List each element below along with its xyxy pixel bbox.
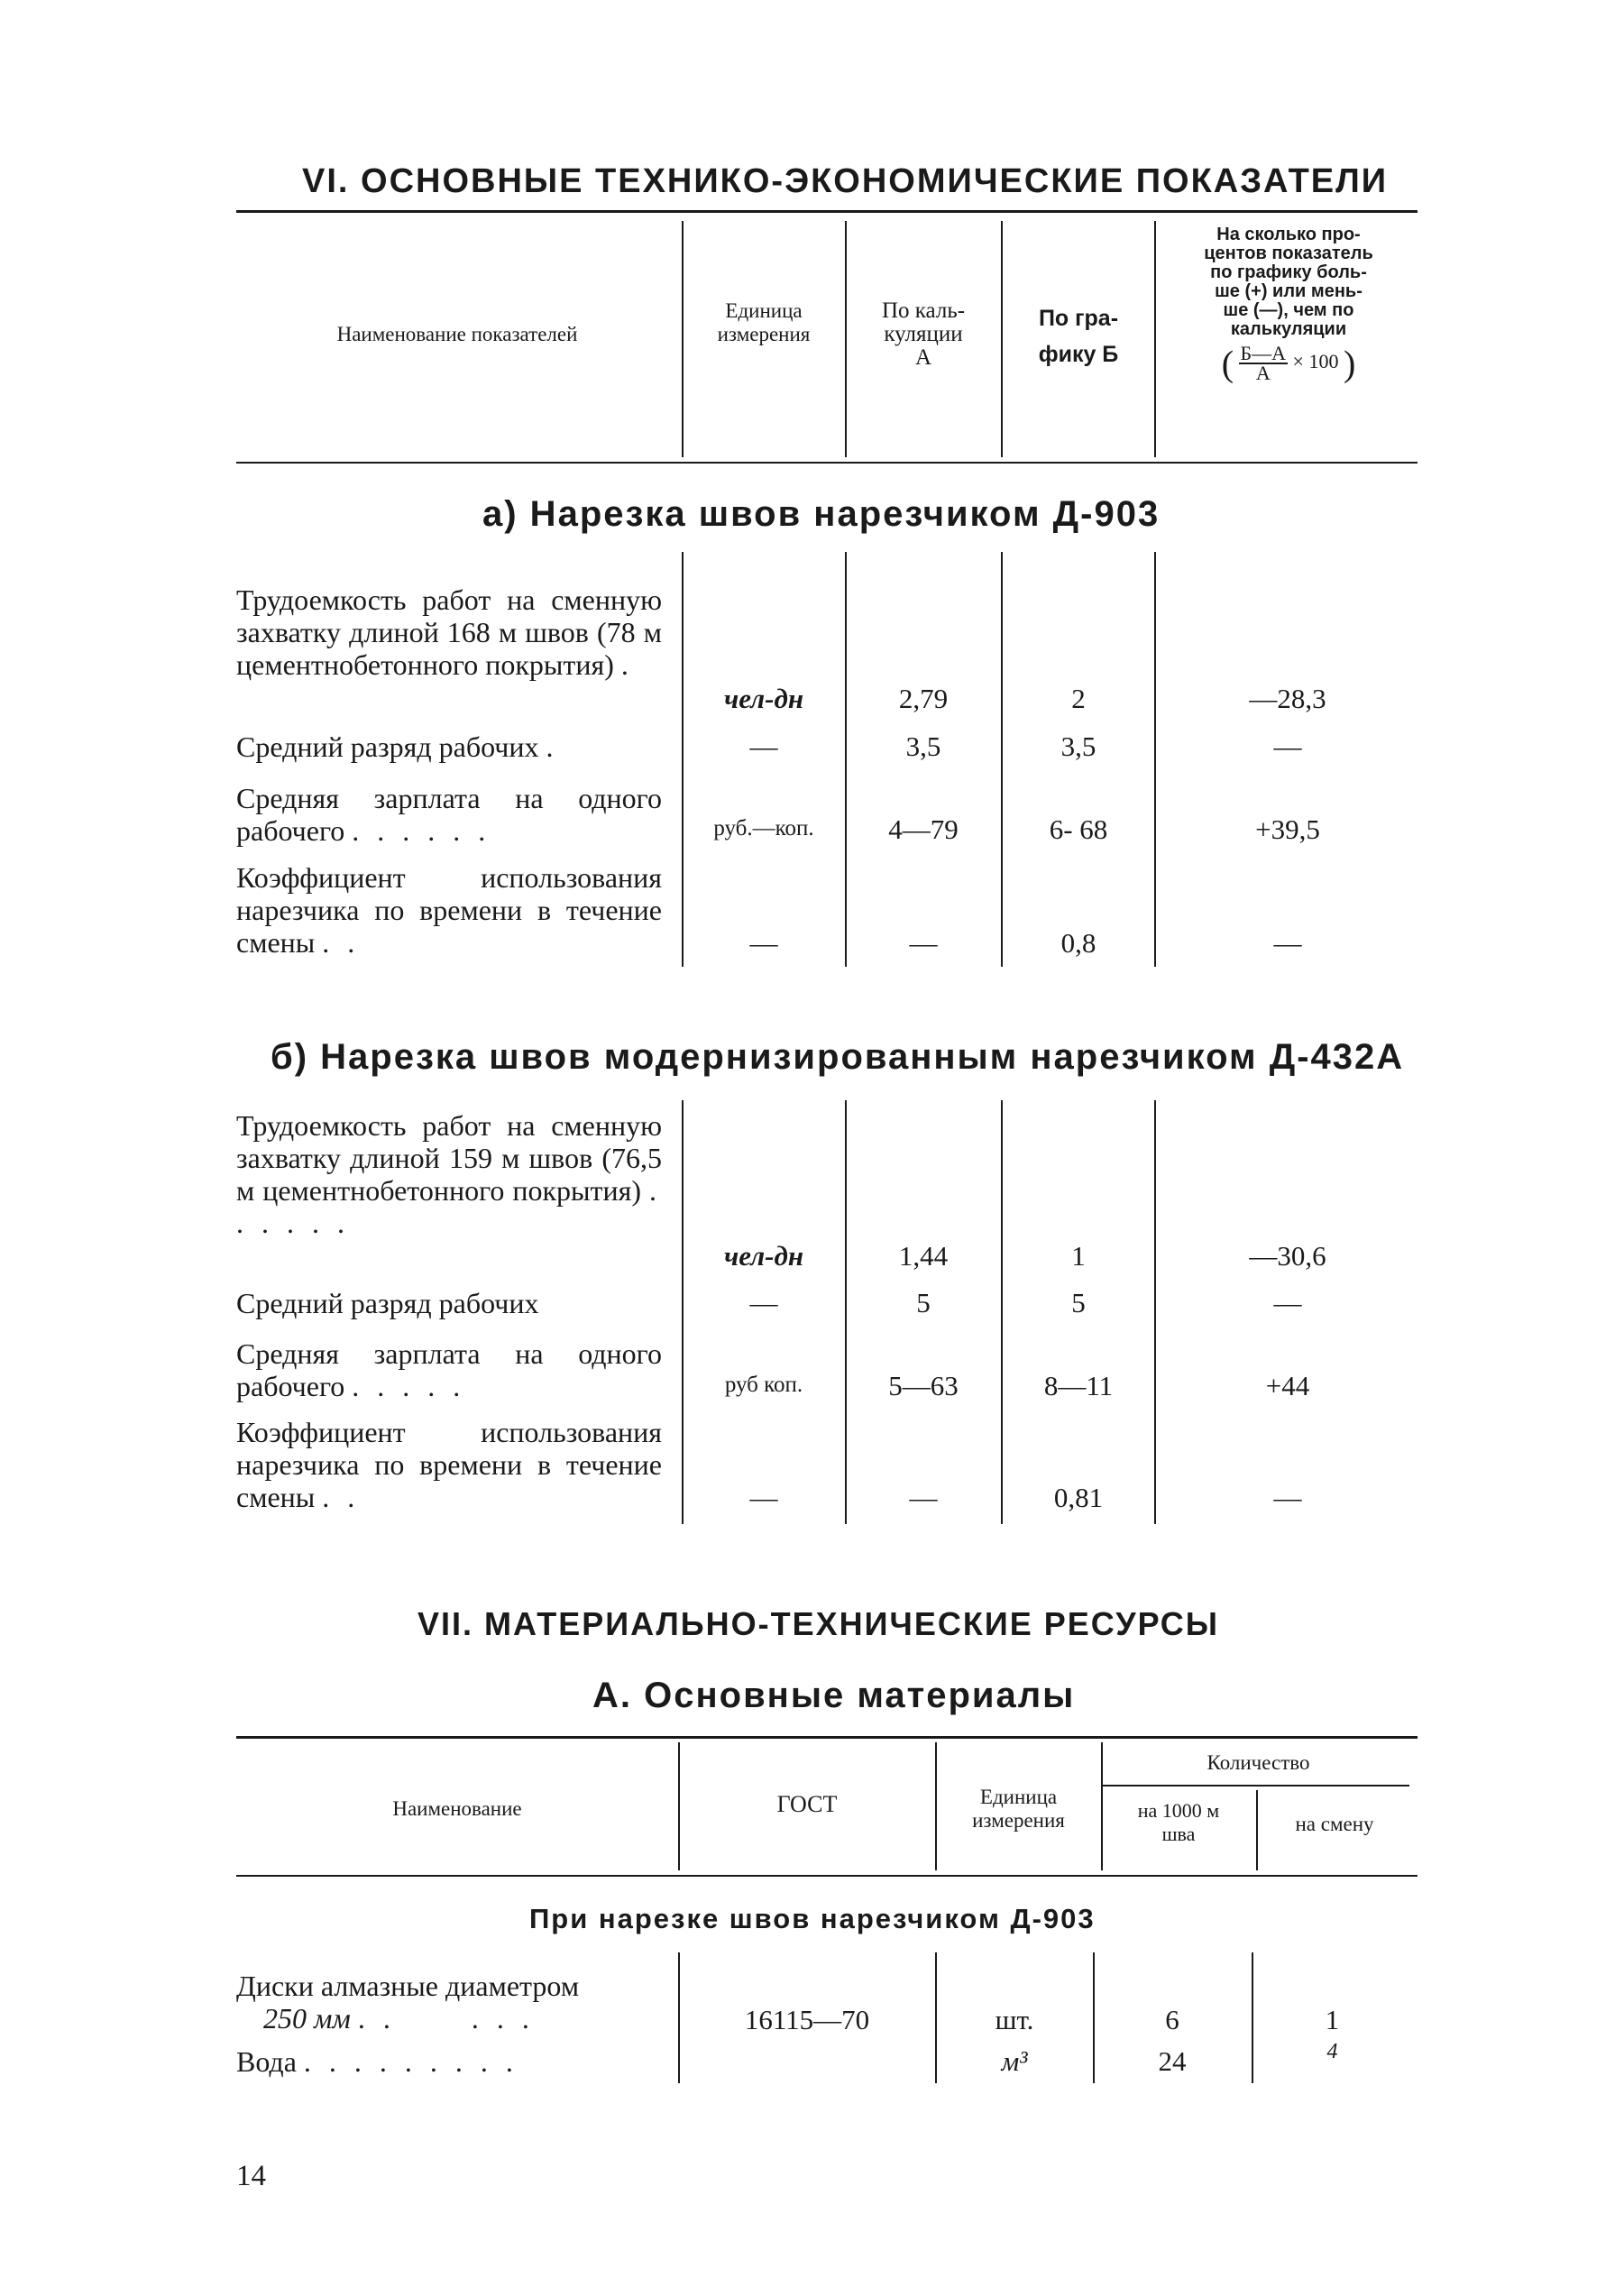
cell-calc: 5	[916, 1287, 931, 1318]
header-calc: По каль- куляции А	[881, 299, 966, 370]
header-gost: ГОСТ	[776, 1791, 838, 1817]
cell-graph: 1	[1071, 1240, 1086, 1272]
cell-calc: 3,5	[905, 730, 941, 762]
cell-gost: 16115—70	[744, 2004, 870, 2035]
table-top-rule	[236, 210, 1418, 213]
table-row: Средний разряд рабочих	[236, 1287, 539, 1319]
quantity-sub-rule	[1103, 1785, 1409, 1787]
table-top-rule	[236, 1736, 1418, 1739]
cell-calc: 4—79	[888, 813, 959, 845]
cell-graph: 5	[1071, 1287, 1086, 1318]
table-row: Коэффициент использования нарезчика по времени в течение смены . .	[236, 1416, 662, 1513]
cell-graph: 2	[1071, 683, 1086, 714]
cell-calc: 2,79	[898, 683, 949, 714]
table-row: Трудоемкость работ на сменную захватку длиной 168 м швов (78 м цементнобетонного покрытия) .	[236, 583, 662, 681]
table-row: Трудоемкость работ на сменную захватку длиной 159 м швов (76,5 м цементнобетонного покрытия) . . . . . .	[236, 1109, 663, 1239]
cell-percent: —	[1273, 1482, 1302, 1513]
cell-graph: 8—11	[1043, 1370, 1114, 1401]
cell-calc: 5—63	[888, 1370, 959, 1401]
subsection-a-title: а) Нарезка швов нарезчиком Д-903	[482, 494, 1161, 534]
subsection-b-title: б) Нарезка швов модернизированным нарезчиком Д-432А	[271, 1037, 1405, 1077]
cell-unit: чел-дн	[723, 1240, 804, 1272]
table-row: Вода . . . . . . . . .	[236, 2045, 518, 2078]
header-unit: Единица измерения	[972, 1786, 1065, 1832]
page-number: 14	[236, 2160, 266, 2192]
table-row: Диски алмазные диаметром 250 мм . . . . .	[236, 1970, 580, 2035]
cell-percent: —30,6	[1249, 1240, 1326, 1272]
header-unit: Единица измерения	[717, 299, 811, 345]
cell-graph: 3,5	[1060, 730, 1096, 762]
cell-graph: 0,81	[1053, 1482, 1104, 1513]
header-name: Наименование	[392, 1797, 522, 1820]
materials-subsection-title: При нарезке швов нарезчиком Д-903	[529, 1903, 1096, 1934]
header-graph: По гра- фику Б	[1038, 306, 1119, 367]
header-per-shift: на смену	[1295, 1813, 1374, 1835]
cell-percent: +44	[1265, 1370, 1310, 1401]
column-divider	[1154, 1100, 1156, 1524]
header-bottom-rule	[236, 1875, 1418, 1877]
cell-unit: —	[749, 1287, 778, 1318]
cell-unit: —	[749, 927, 778, 959]
section-7-subtitle: А. Основные материалы	[592, 1676, 1076, 1715]
header-divider	[1154, 221, 1156, 457]
cell-unit: руб.—коп.	[713, 816, 814, 840]
cell-calc: —	[909, 927, 938, 959]
cell-per-shift: 4	[1326, 2040, 1338, 2063]
cell-calc: —	[909, 1482, 938, 1513]
cell-percent: —	[1273, 1287, 1302, 1318]
header-bottom-rule	[236, 462, 1418, 464]
cell-percent: —	[1273, 730, 1302, 762]
cell-unit: шт.	[995, 2004, 1034, 2035]
cell-calc: 1,44	[898, 1240, 949, 1272]
percent-formula: ( $\frac{Б—А}{А}$ × 100 )	[1221, 342, 1356, 384]
table-row: Средний разряд рабочих .	[236, 730, 559, 763]
cell-unit: —	[749, 1482, 778, 1513]
header-per-1000: на 1000 м шва	[1137, 1799, 1220, 1845]
cell-per-1000: 24	[1158, 2045, 1187, 2077]
header-quantity: Количество	[1207, 1751, 1310, 1774]
cell-per-shift: 1	[1325, 2004, 1340, 2035]
cell-unit: м³	[1001, 2045, 1028, 2077]
table-row: Средняя зарплата на одного рабочего . . . . .	[236, 1337, 662, 1402]
header-percent: На сколько про- центов показатель по графику боль- ше (+) или мень- ше (—), чем по калькуляции ( $\frac{Б—А}{А}$ × 100 )	[1158, 225, 1419, 382]
column-divider	[1154, 552, 1156, 967]
table-row: Коэффициент использования нарезчика по времени в течение смены . .	[236, 861, 662, 959]
cell-unit: руб коп.	[724, 1373, 803, 1397]
cell-percent: —	[1273, 927, 1302, 959]
header-name: Наименование показателей	[336, 323, 578, 345]
cell-graph: 6- 68	[1049, 813, 1108, 845]
cell-graph: 0,8	[1060, 927, 1096, 959]
cell-per-1000: 6	[1165, 2004, 1179, 2035]
table-row: Средняя зарплата на одного рабочего . . . . . .	[236, 782, 662, 847]
section-6-title: VI. ОСНОВНЫЕ ТЕХНИКО-ЭКОНОМИЧЕСКИЕ ПОКАЗАТЕЛИ	[302, 162, 1389, 200]
section-7-title: VII. МАТЕРИАЛЬНО-ТЕХНИЧЕСКИЕ РЕСУРСЫ	[417, 1605, 1220, 1642]
cell-percent: +39,5	[1255, 813, 1320, 845]
cell-unit: —	[749, 730, 778, 762]
cell-percent: —28,3	[1249, 683, 1326, 714]
cell-unit: чел-дн	[723, 683, 804, 714]
